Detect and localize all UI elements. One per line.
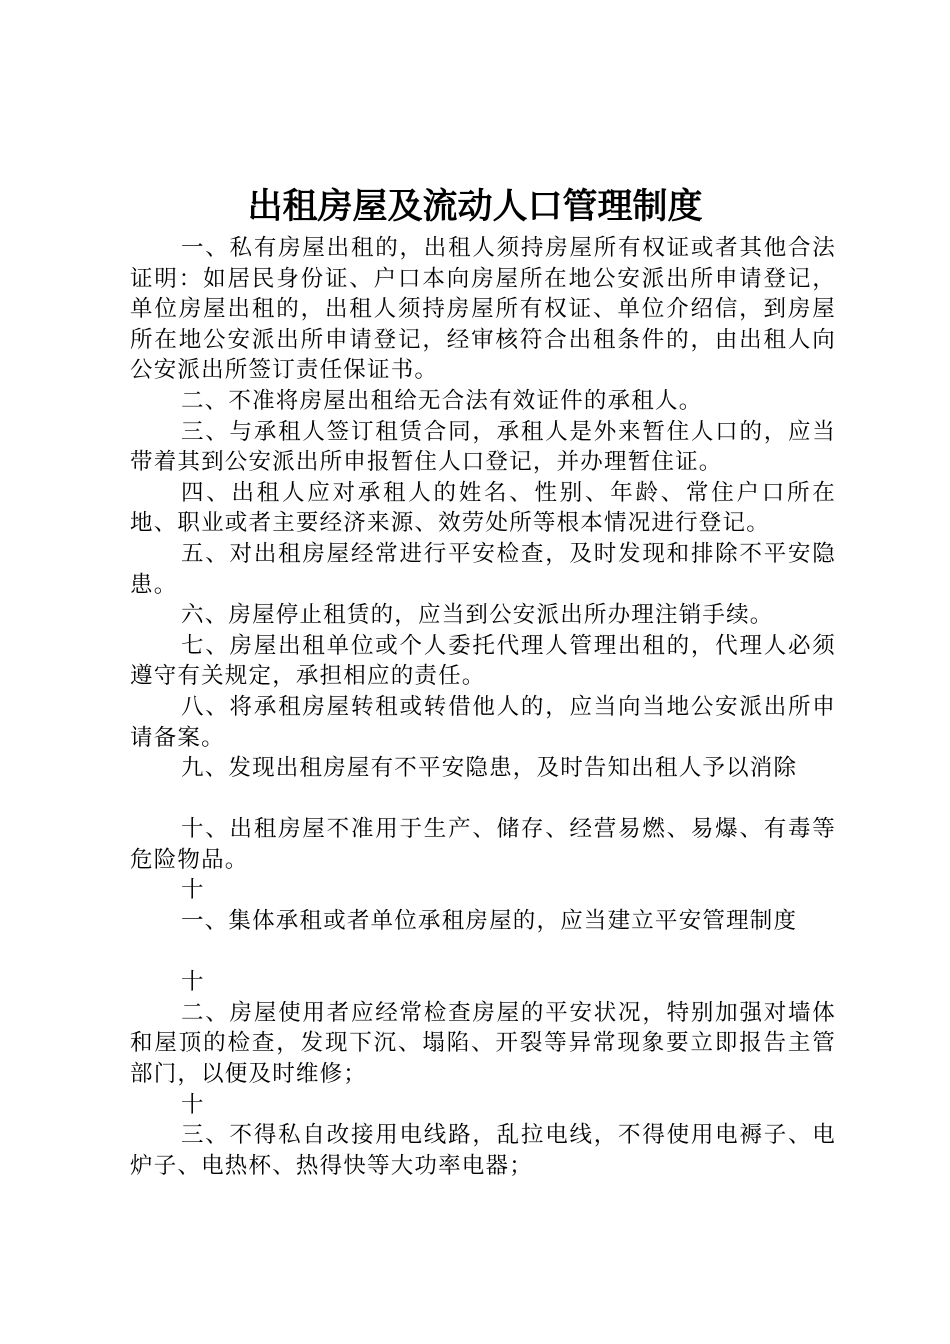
paragraph-13: 三、不得私自改接用电线路，乱拉电线，不得使用电褥子、电炉子、电热杯、热得快等大功率电器； bbox=[130, 1122, 836, 1179]
paragraph-9: 九、发现出租房屋有不平安隐患，及时告知出租人予以消除 bbox=[181, 755, 798, 782]
paragraph-11-number: 十 bbox=[181, 877, 205, 904]
document-title: 出租房屋及流动人口管理制度 bbox=[247, 186, 703, 227]
paragraph-7: 七、房屋出租单位或个人委托代理人管理出租的，代理人必须遵守有关规定，承担相应的责任。 bbox=[130, 632, 836, 690]
paragraph-13-number: 十 bbox=[181, 1091, 205, 1118]
paragraph-2: 二、不准将房屋出租给无合法有效证件的承租人。 bbox=[181, 387, 703, 414]
paragraph-11: 一、集体承租或者单位承租房屋的，应当建立平安管理制度 bbox=[181, 908, 798, 935]
paragraph-5: 五、对出租房屋经常进行平安检查，及时发现和排除不平安隐患。 bbox=[130, 540, 836, 598]
paragraph-3: 三、与承租人签订租赁合同，承租人是外来暂住人口的，应当带着其到公安派出所申报暂住人口登记，并办理暂住证。 bbox=[130, 418, 836, 476]
paragraph-10: 十、出租房屋不准用于生产、储存、经营易燃、易爆、有毒等危险物品。 bbox=[130, 816, 836, 873]
paragraph-1: 一、私有房屋出租的，出租人须持房屋所有权证或者其他合法证明：如居民身份证、户口本向房屋所在地公安派出所申请登记，单位房屋出租的，出租人须持房屋所有权证、单位介绍信，到房屋所在地公安派出所申请登记，经审核符合出租条件的，由出租人向公安派出所签订责任保证书。 bbox=[130, 235, 836, 384]
paragraph-4: 四、出租人应对承租人的姓名、性别、年龄、常住户口所在地、职业或者主要经济来源、效劳处所等根本情况进行登记。 bbox=[130, 479, 836, 537]
paragraph-8: 八、将承租房屋转租或转借他人的，应当向当地公安派出所申请备案。 bbox=[130, 693, 836, 751]
paragraph-12-number: 十 bbox=[181, 969, 205, 996]
document-body bbox=[130, 233, 836, 1181]
paragraph-12: 二、房屋使用者应经常检查房屋的平安状况，特别加强对墙体和屋顶的检查，发现下沉、塌陷、开裂等异常现象要立即报告主管部门，以便及时维修； bbox=[130, 999, 836, 1088]
paragraph-6: 六、房屋停止租赁的，应当到公安派出所办理注销手续。 bbox=[181, 602, 774, 629]
